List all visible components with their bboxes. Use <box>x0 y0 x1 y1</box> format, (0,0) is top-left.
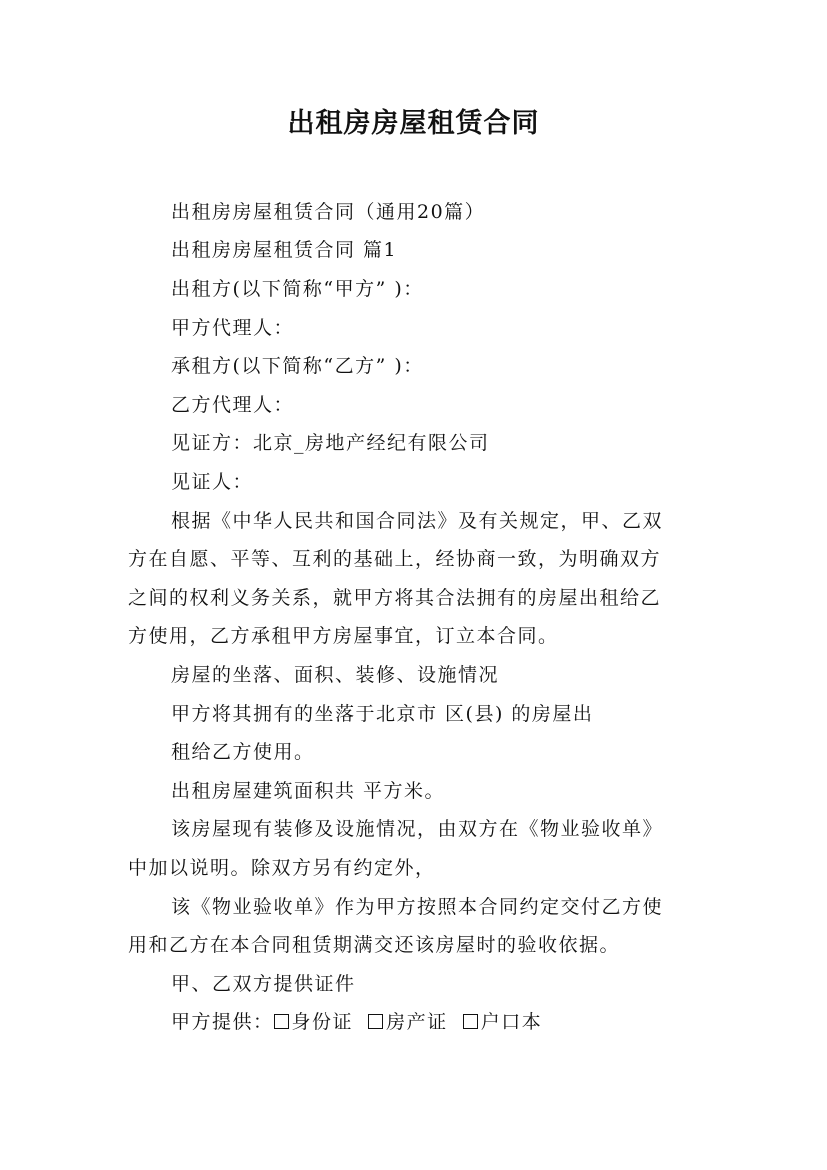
doc-line: 中加以说明。除双方另有约定外， <box>128 857 436 879</box>
doc-line: 甲、乙双方提供证件 <box>171 973 356 995</box>
doc-line: 承租方(以下简称“乙方” )： <box>171 355 424 377</box>
checkbox-label: 户口本 <box>480 1011 543 1033</box>
checkbox[interactable] <box>274 1014 289 1029</box>
doc-line: 见证方：北京_房地产经纪有限公司 <box>171 432 490 454</box>
doc-line: 根据《中华人民共和国合同法》及有关规定，甲、乙双 <box>171 510 664 532</box>
doc-line: 出租房房屋租赁合同 篇1 <box>171 239 398 261</box>
doc-line: 甲方代理人： <box>171 317 295 339</box>
doc-line: 乙方代理人： <box>171 394 295 416</box>
doc-line: 该《物业验收单》作为甲方按照本合同约定交付乙方使 <box>171 896 664 918</box>
checkbox-label: 房产证 <box>386 1011 448 1033</box>
doc-line: 方在自愿、平等、互利的基础上，经协商一致，为明确双方 <box>128 548 662 570</box>
doc-line: 见证人： <box>171 471 254 493</box>
documents-provided-line <box>171 1008 542 1036</box>
documents-provided-label: 甲方提供： <box>171 1011 274 1033</box>
checkbox-label: 身份证 <box>291 1011 354 1033</box>
doc-line: 出租房房屋租赁合同（通用20篇） <box>171 201 486 223</box>
doc-line: 该房屋现有装修及设施情况，由双方在《物业验收单》 <box>171 818 664 840</box>
document-title: 出租房房屋租赁合同 <box>287 108 540 139</box>
doc-line: 出租方(以下简称“甲方” )： <box>171 278 424 300</box>
doc-line: 出租房屋建筑面积共 平方米。 <box>171 780 446 802</box>
checkbox[interactable] <box>368 1014 383 1029</box>
checkbox[interactable] <box>463 1014 478 1029</box>
doc-line: 甲方将其拥有的坐落于北京市 区(县) 的房屋出 <box>171 703 594 725</box>
doc-line: 租给乙方使用。 <box>171 741 315 763</box>
doc-line: 房屋的坐落、面积、装修、设施情况 <box>171 664 500 686</box>
doc-line: 之间的权利义务关系，就甲方将其合法拥有的房屋出租给乙 <box>128 587 662 609</box>
doc-line: 方使用，乙方承租甲方房屋事宜，订立本合同。 <box>128 625 559 647</box>
doc-line: 用和乙方在本合同租赁期满交还该房屋时的验收依据。 <box>128 934 621 956</box>
